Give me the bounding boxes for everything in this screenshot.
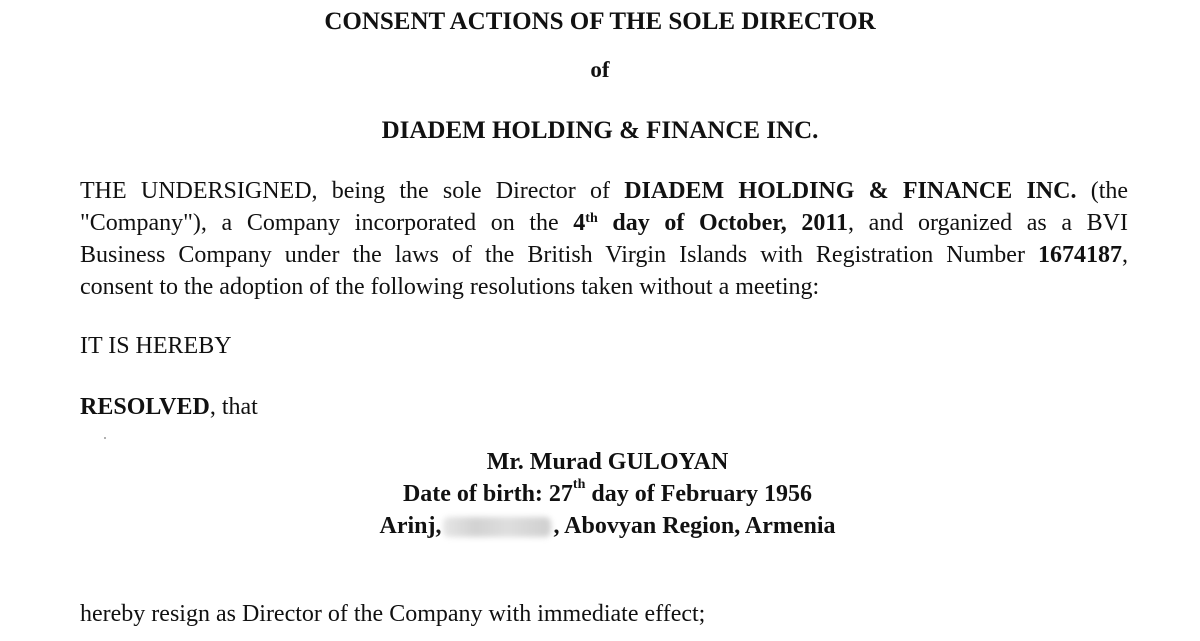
incorporation-date [573, 210, 848, 236]
intro-line-3 [80, 239, 1128, 271]
incorporation-month-year: day of October, 2011 [597, 210, 849, 236]
redacted-text [443, 517, 551, 537]
intro-text: , [1122, 242, 1128, 268]
intro-line-1 [80, 175, 1128, 207]
intro-text: Business Company under the laws of the British Virgin Islands with Registration Number [80, 242, 1038, 268]
company-heading: DIADEM HOLDING & FINANCE INC. [381, 117, 819, 144]
address-text: , Abovyan Region, Armenia [553, 513, 836, 539]
resolved-label: RESOLVED [80, 394, 210, 420]
resolved-that: , that [209, 394, 258, 420]
intro-company-name: DIADEM HOLDING & FINANCE INC. [624, 178, 1077, 204]
intro-paragraph [80, 175, 1128, 303]
person-date-of-birth [0, 477, 1200, 508]
person-name: Mr. Murad GULOYAN [486, 449, 729, 475]
title-of: of [590, 57, 610, 82]
address-text: Arinj, [379, 513, 442, 539]
intro-text: "Company"), a Company incorporated on the [80, 210, 574, 236]
ordinal-suffix: th [572, 477, 586, 492]
ordinal-suffix: th [585, 211, 598, 226]
resignation-clause: hereby resign as Director of the Company with immediate effect; [80, 601, 706, 627]
scan-speck [104, 437, 106, 439]
resolved-clause [80, 394, 258, 421]
dob-text: day of February 1956 [585, 481, 813, 507]
dob-text: Date of birth: 27 [402, 481, 573, 507]
intro-line-4: consent to the adoption of the following resolutions taken without a meeting: [80, 274, 820, 300]
intro-text: THE UNDERSIGNED, being the sole Director of [80, 178, 625, 204]
registration-number: 1674187 [1038, 242, 1122, 268]
intro-text: , and organized as a BVI [848, 210, 1129, 236]
person-address [0, 513, 1200, 540]
it-is-hereby: IT IS HEREBY [80, 333, 232, 359]
intro-line-2 [80, 207, 1128, 239]
incorporation-day: 4 [573, 210, 586, 236]
intro-text: (the [1076, 178, 1129, 204]
document-title: CONSENT ACTIONS OF THE SOLE DIRECTOR [324, 8, 876, 35]
